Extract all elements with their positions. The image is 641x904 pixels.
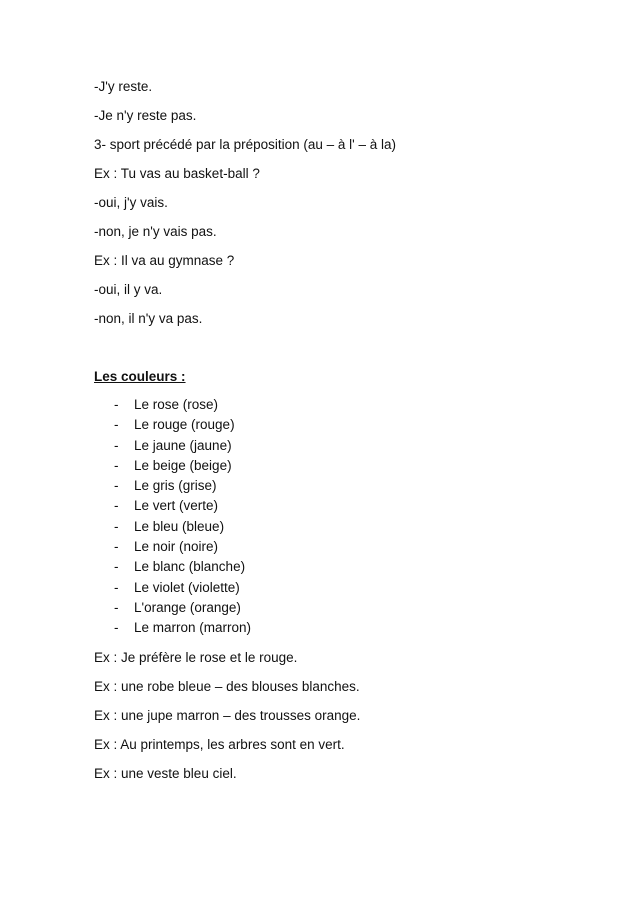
paragraph: 3- sport précédé par la préposition (au – à l' – à la) <box>94 137 396 152</box>
paragraph: -non, je n'y vais pas. <box>94 224 217 239</box>
list-item-text: Le violet (violette) <box>134 579 240 595</box>
paragraph: -oui, j'y vais. <box>94 195 168 210</box>
list-bullet: - <box>114 518 119 534</box>
paragraph: -non, il n'y va pas. <box>94 311 203 326</box>
list-bullet: - <box>114 437 119 453</box>
paragraph: Ex : Tu vas au basket-ball ? <box>94 166 260 181</box>
top-paragraphs <box>94 72 614 333</box>
example-line: Ex : une veste bleu ciel. <box>94 766 237 781</box>
list-item-text: Le bleu (bleue) <box>134 518 225 534</box>
list-bullet: - <box>114 478 119 494</box>
list-bullet: - <box>114 579 119 595</box>
paragraph: -Je n'y reste pas. <box>94 108 197 123</box>
list-bullet: - <box>114 559 119 575</box>
list-bullet: - <box>114 457 119 473</box>
colors-heading-wrap <box>94 368 614 386</box>
list-bullet: - <box>114 599 119 615</box>
list-item-text: Le blanc (blanche) <box>134 559 246 575</box>
list-item-text: Le marron (marron) <box>134 620 252 636</box>
list-bullet: - <box>114 620 119 636</box>
list-bullet: - <box>114 417 119 433</box>
list-item-text: Le jaune (jaune) <box>134 437 232 453</box>
list-bullet: - <box>114 397 119 412</box>
list-item-text: Le vert (verte) <box>134 498 219 514</box>
example-paragraphs <box>94 643 614 788</box>
paragraph: -oui, il y va. <box>94 282 163 297</box>
paragraph: Ex : Il va au gymnase ? <box>94 253 235 268</box>
list-item-text: Le noir (noire) <box>134 539 219 555</box>
example-line: Ex : Au printemps, les arbres sont en vert. <box>94 737 345 752</box>
list-bullet: - <box>114 498 119 514</box>
colors-heading: Les couleurs : <box>94 369 186 384</box>
list-bullet: - <box>114 539 119 555</box>
list-item-text: Le gris (grise) <box>134 478 217 494</box>
list-item-text: Le rose (rose) <box>134 397 219 412</box>
paragraph: -J'y reste. <box>94 79 153 94</box>
example-line: Ex : Je préfère le rose et le rouge. <box>94 650 298 665</box>
example-line: Ex : une robe bleue – des blouses blanches. <box>94 679 360 694</box>
list-item-text: L'orange (orange) <box>134 599 241 615</box>
list-item-text: Le beige (beige) <box>134 457 232 473</box>
example-line: Ex : une jupe marron – des trousses orange. <box>94 708 361 723</box>
list-item-text: Le rouge (rouge) <box>134 417 235 433</box>
